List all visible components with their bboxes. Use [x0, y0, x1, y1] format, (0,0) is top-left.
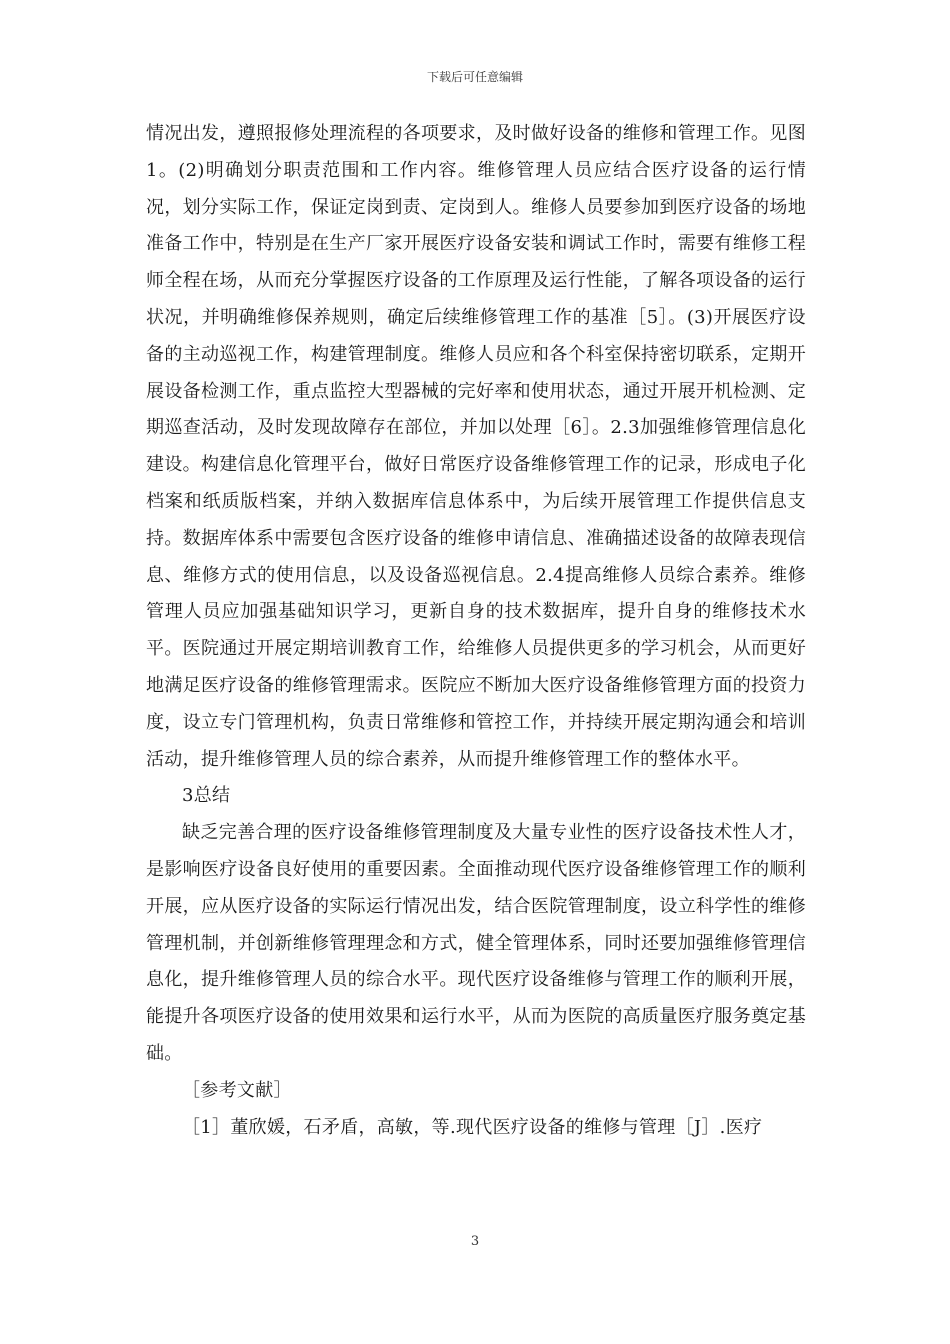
- page-number: 3: [470, 1234, 480, 1249]
- references-heading: ［参考文献］: [182, 1079, 292, 1101]
- page-header: 下载后可任意编辑: [426, 70, 523, 84]
- section-heading: 3总结: [182, 785, 231, 807]
- reference-item: ［1］董欣媛，石矛盾，高敏，等.现代医疗设备的维修与管理［J］.医疗: [182, 1116, 763, 1138]
- summary-paragraph: 缺乏完善合理的医疗设备维修管理制度及大量专业性的医疗设备技术性人才，是影响医疗设备良好使用的重要因素。全面推动现代医疗设备维修管理工作的顺利开展，应从医疗设备的实际运行情况出发，结合医院管理制度，设立科学性的维修管理机制，并创新维修管理理念和方式，健全管理体系，同时还要加强维修管理信息化，提升维修管理人员的综合水平。现代医疗设备维修与管理工作的顺利开展，能提升各项医疗设备的使用效果和运行水平，从而为医院的高质量医疗服务奠定基础。: [146, 822, 806, 1064]
- body-paragraph: 情况出发，遵照报修处理流程的各项要求，及时做好设备的维修和管理工作。见图1。(2)明确划分职责范围和工作内容。维修管理人员应结合医疗设备的运行情况，划分实际工作，保证定岗到责、定岗到人。维修人员要参加到医疗设备的场地准备工作中，特别是在生产厂家开展医疗设备安装和调试工作时，需要有维修工程师全程在场，从而充分掌握医疗设备的工作原理及运行性能，了解各项设备的运行状况，并明确维修保养规则，确定后续维修管理工作的基准［5］。(3)开展医疗设备的主动巡视工作，构建管理制度。维修人员应和各个科室保持密切联系，定期开展设备检测工作，重点监控大型器械的完好率和使用状态，通过开展开机检测、定期巡查活动，及时发现故障存在部位，并加以处理［6］。2.3加强维修管理信息化建设。构建信息化管理平台，做好日常医疗设备维修管理工作的记录，形成电子化档案和纸质版档案，并纳入数据库信息体系中，为后续开展管理工作提供信息支持。数据库体系中需要包含医疗设备的维修申请信息、准确描述设备的故障表现信息、维修方式的使用信息，以及设备巡视信息。2.4提高维修人员综合素养。维修管理人员应加强基础知识学习，更新自身的技术数据库，提升自身的维修技术水平。医院通过开展定期培训教育工作，给维修人员提供更多的学习机会，从而更好地满足医疗设备的维修管理需求。医院应不断加大医疗设备维修管理方面的投资力度，设立专门管理机构，负责日常维修和管控工作，并持续开展定期沟通会和培训活动，提升维修管理人员的综合素养，从而提升维修管理工作的整体水平。: [146, 123, 806, 770]
- document-body: [146, 116, 806, 1146]
